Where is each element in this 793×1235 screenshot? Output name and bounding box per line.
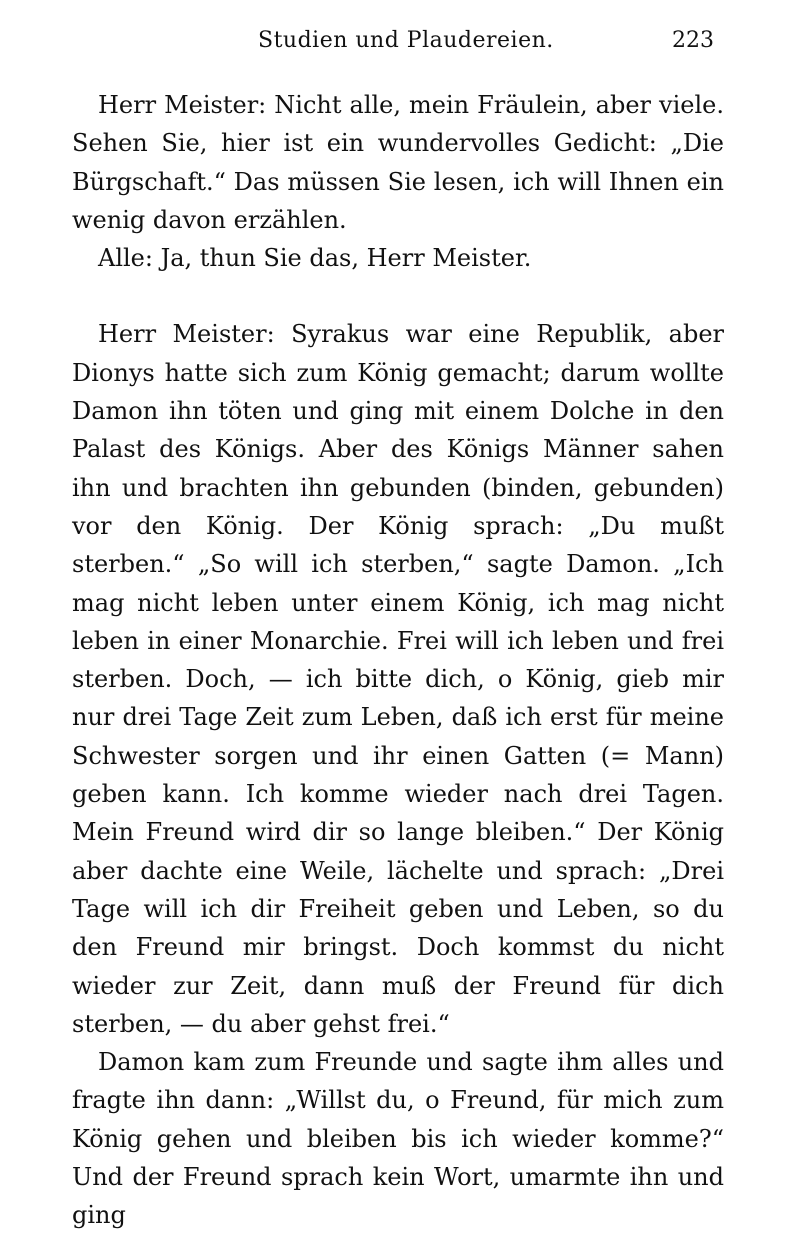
page-number: 223	[672, 28, 714, 53]
paragraph-dialogue-meister-1: Herr Meister: Nicht alle, mein Fräulein, aber viele. Sehen Sie, hier ist ein wundervolles Gedicht: „Die Bürgschaft.“ Das müssen Sie lesen, ich will Ihnen ein wenig davon erzählen.	[72, 91, 724, 234]
paragraph-narrative-damon: Damon kam zum Freunde und sagte ihm alles und fragte ihn dann: „Willst du, o Freund, für mich zum König gehen und bleiben bis ich wieder komme?“ Und der Freund sprach kein Wort, umarmte ihn und ging	[72, 1048, 724, 1230]
paragraph-dialogue-meister-2: Herr Meister: Syrakus war eine Republik, aber Dionys hatte sich zum König gemacht; darum wollte Damon ihn töten und ging mit einem Dolche in den Palast des Königs. Aber des Königs Männer sahen ihn und brachten ihn gebunden (binden, gebunden) vor den König. Der König sprach: „Du mußt sterben.“ „So will ich sterben,“ sagte Damon. „Ich mag nicht leben unter einem König, ich mag nicht leben in einer Monarchie. Frei will ich leben und frei sterben. Doch, — ich bitte dich, o König, gieb mir nur drei Tage Zeit zum Leben, daß ich erst für meine Schwester sorgen und ihr einen Gatten (= Mann) geben kann. Ich komme wieder nach drei Tagen. Mein Freund wird dir so lange bleiben.“ Der König aber dachte eine Weile, lächelte und sprach: „Drei Tage will ich dir Freiheit geben und Leben, so du den Freund mir bringst. Doch kommst du nicht wieder zur Zeit, dann muß der Freund für dich sterben, — du aber gehst frei.“	[72, 320, 724, 1038]
running-head	[0, 28, 793, 68]
running-head-title: Studien und Plaudereien.	[258, 28, 554, 53]
body-text	[72, 86, 724, 1235]
paragraph-dialogue-alle: Alle: Ja, thun Sie das, Herr Meister.	[98, 244, 532, 273]
